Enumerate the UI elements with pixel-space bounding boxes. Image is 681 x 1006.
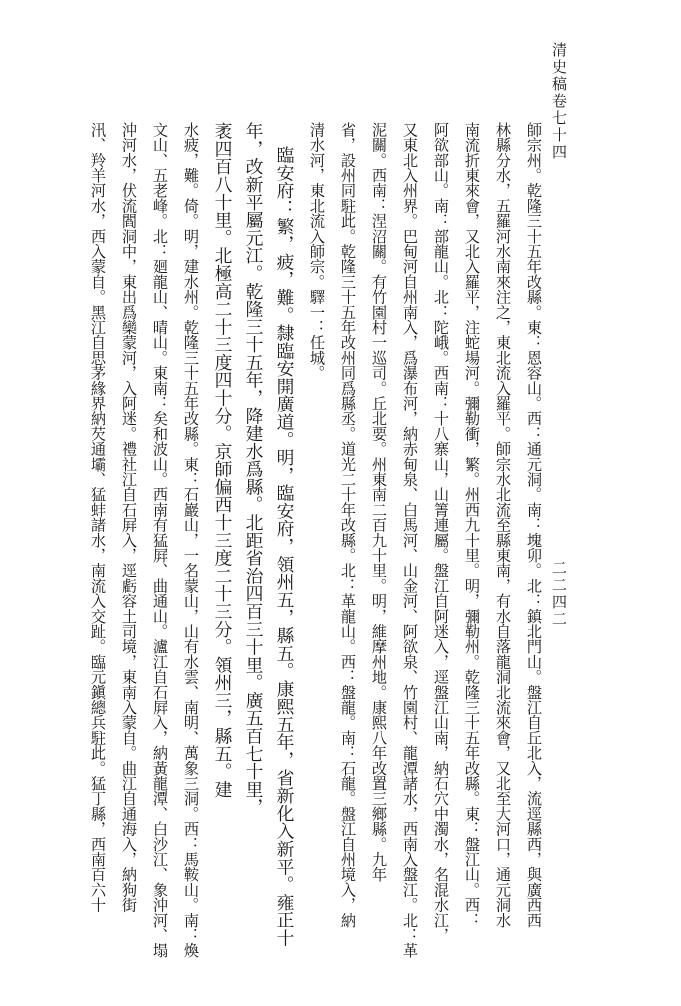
page-number: 二二四二 bbox=[550, 560, 568, 628]
text-column: 林縣分水，五羅河水南來注之，東北流入羅平。師宗水北流至縣東南，有水自落龍洞北流來會，又北至大河口，通元洞水 bbox=[494, 122, 512, 928]
text-column: 南流折東來會，又北入羅平，注蛇場河。彌勒衝，繁。州西九十里。明，彌勒州。乾隆三十五年改縣。東：盤江山。西： bbox=[463, 122, 481, 928]
text-column: 又東北入州界。巴甸河自州南入，爲瀑布河，納赤甸泉、白馬河、山金河、阿欲泉、竹園村、龍潭諸水，西南入盤江。北：革 bbox=[401, 122, 419, 958]
running-head: 清史稿卷七十四 bbox=[550, 42, 568, 161]
text-column: 汛、羚羊河水，西入蒙自。黑江自思茅緣界納芡通壩、猛蚌諸水，南流入交趾。臨元鎭總兵駐此。猛丁縣，西南百六十 bbox=[89, 122, 107, 913]
text-column: 省，設州同駐此。乾隆三十五年改州同爲縣丞。道光二十年改縣。北：革龍山。西：盤龍。南：石龍。盤江自州境入，納 bbox=[339, 122, 357, 928]
text-column: 水疲，難。倚。明，建水州。乾隆三十五年改縣。東：石巖山，一名蒙山，山有水雲、南明、萬象三洞。西：馬鞍山。南：煥 bbox=[182, 122, 200, 958]
text-column: 阿欲部山。南：部龍山。北：陀峨。西南：十八寨山，山箐連屬。盤江自阿迷入，逕盤江山南，納石穴中濁水，名混水江， bbox=[432, 122, 450, 943]
text-column: 師宗州。乾隆三十五年改縣。東：恩容山。西：通元洞。南：塊卯。北：鎮北門山。盤江自丘北入，流逕縣西，與廣西西 bbox=[525, 122, 543, 928]
text-column: 臨安府：繁，疲，難。隸臨安開廣道。明，臨安府，領州五，縣五。康熙五年，省新化入新平。雍正十 bbox=[274, 146, 295, 947]
text-column: 年，改新平屬元江。乾隆三十五年，降建水爲縣。北距省治四百三十里。廣五百七十里， bbox=[243, 122, 264, 816]
text-column: 泥關。西南：涅沼關。有竹園村一巡司。丘北要。州東南二百九十里。明，維摩州地。康熙八年改置三鄉縣。九年 bbox=[370, 122, 388, 882]
text-column: 文山、五老峰。北：廻龍山、晴山。東南：矣和波山。西南有猛屛、曲通山。瀘江自石屛入，納黃龍潭、白沙江、象沖河、塌 bbox=[151, 122, 169, 958]
text-column: 袤四百八十里。北極高二十三度四十分。京師偏西十三度二十三分。領州三，縣五。建 bbox=[212, 122, 233, 799]
text-column: 清水河，東北流入師宗。驛一：任城。 bbox=[308, 122, 326, 381]
text-column: 沖河水，伏流閻洞中，東出爲欒蒙河，入阿迷。禮社江自石屛入，逕虧容土司境，東南入蒙自。曲江自通海入，納狗街 bbox=[120, 122, 138, 913]
